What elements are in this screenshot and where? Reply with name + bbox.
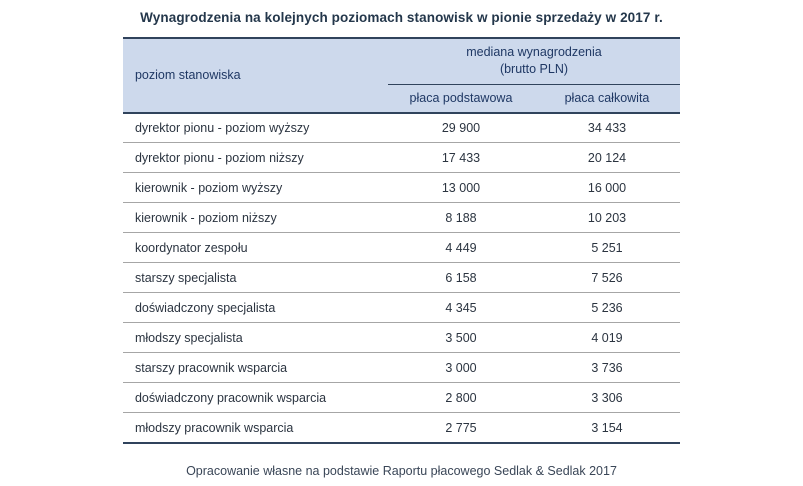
cell-level: młodszy specjalista	[123, 323, 388, 353]
table-row	[123, 143, 680, 173]
cell-base-salary: 17 433	[388, 143, 534, 173]
column-group-header-line2: (brutto PLN)	[499, 61, 569, 76]
column-header-base-salary: płaca podstawowa	[388, 84, 534, 113]
table-row	[123, 383, 680, 413]
cell-level: młodszy pracownik wsparcia	[123, 413, 388, 443]
cell-base-salary: 3 500	[388, 323, 534, 353]
cell-total-salary: 5 236	[534, 293, 680, 323]
table-row	[123, 263, 680, 293]
table-row	[123, 293, 680, 323]
cell-total-salary: 7 526	[534, 263, 680, 293]
cell-base-salary: 3 000	[388, 353, 534, 383]
column-header-total-salary: płaca całkowita	[534, 84, 680, 113]
cell-base-salary: 2 800	[388, 383, 534, 413]
column-group-header	[388, 38, 680, 84]
cell-base-salary: 4 449	[388, 233, 534, 263]
cell-level: koordynator zespołu	[123, 233, 388, 263]
cell-total-salary: 34 433	[534, 113, 680, 143]
cell-level: kierownik - poziom niższy	[123, 203, 388, 233]
table-body	[123, 113, 680, 443]
cell-level: kierownik - poziom wyższy	[123, 173, 388, 203]
cell-level: starszy pracownik wsparcia	[123, 353, 388, 383]
salary-table	[123, 37, 680, 444]
page-title: Wynagrodzenia na kolejnych poziomach stanowisk w pionie sprzedaży w 2017 r.	[140, 10, 663, 25]
cell-level: dyrektor pionu - poziom niższy	[123, 143, 388, 173]
cell-level: doświadczony pracownik wsparcia	[123, 383, 388, 413]
table-row	[123, 113, 680, 143]
cell-total-salary: 5 251	[534, 233, 680, 263]
cell-base-salary: 13 000	[388, 173, 534, 203]
cell-total-salary: 16 000	[534, 173, 680, 203]
table-header	[123, 38, 680, 113]
cell-total-salary: 3 154	[534, 413, 680, 443]
cell-total-salary: 3 736	[534, 353, 680, 383]
table-row	[123, 233, 680, 263]
table-row	[123, 323, 680, 353]
cell-total-salary: 3 306	[534, 383, 680, 413]
cell-base-salary: 6 158	[388, 263, 534, 293]
table-row	[123, 413, 680, 443]
cell-base-salary: 8 188	[388, 203, 534, 233]
cell-base-salary: 4 345	[388, 293, 534, 323]
cell-level: starszy specjalista	[123, 263, 388, 293]
cell-total-salary: 20 124	[534, 143, 680, 173]
cell-total-salary: 4 019	[534, 323, 680, 353]
cell-base-salary: 2 775	[388, 413, 534, 443]
cell-base-salary: 29 900	[388, 113, 534, 143]
cell-total-salary: 10 203	[534, 203, 680, 233]
cell-level: doświadczony specjalista	[123, 293, 388, 323]
table-row	[123, 353, 680, 383]
source-note: Opracowanie własne na podstawie Raportu płacowego Sedlak & Sedlak 2017	[186, 463, 617, 478]
column-header-level: poziom stanowiska	[123, 38, 388, 113]
table-row	[123, 203, 680, 233]
table-row	[123, 173, 680, 203]
cell-level: dyrektor pionu - poziom wyższy	[123, 113, 388, 143]
column-group-header-line1: mediana wynagrodzenia	[466, 45, 602, 59]
